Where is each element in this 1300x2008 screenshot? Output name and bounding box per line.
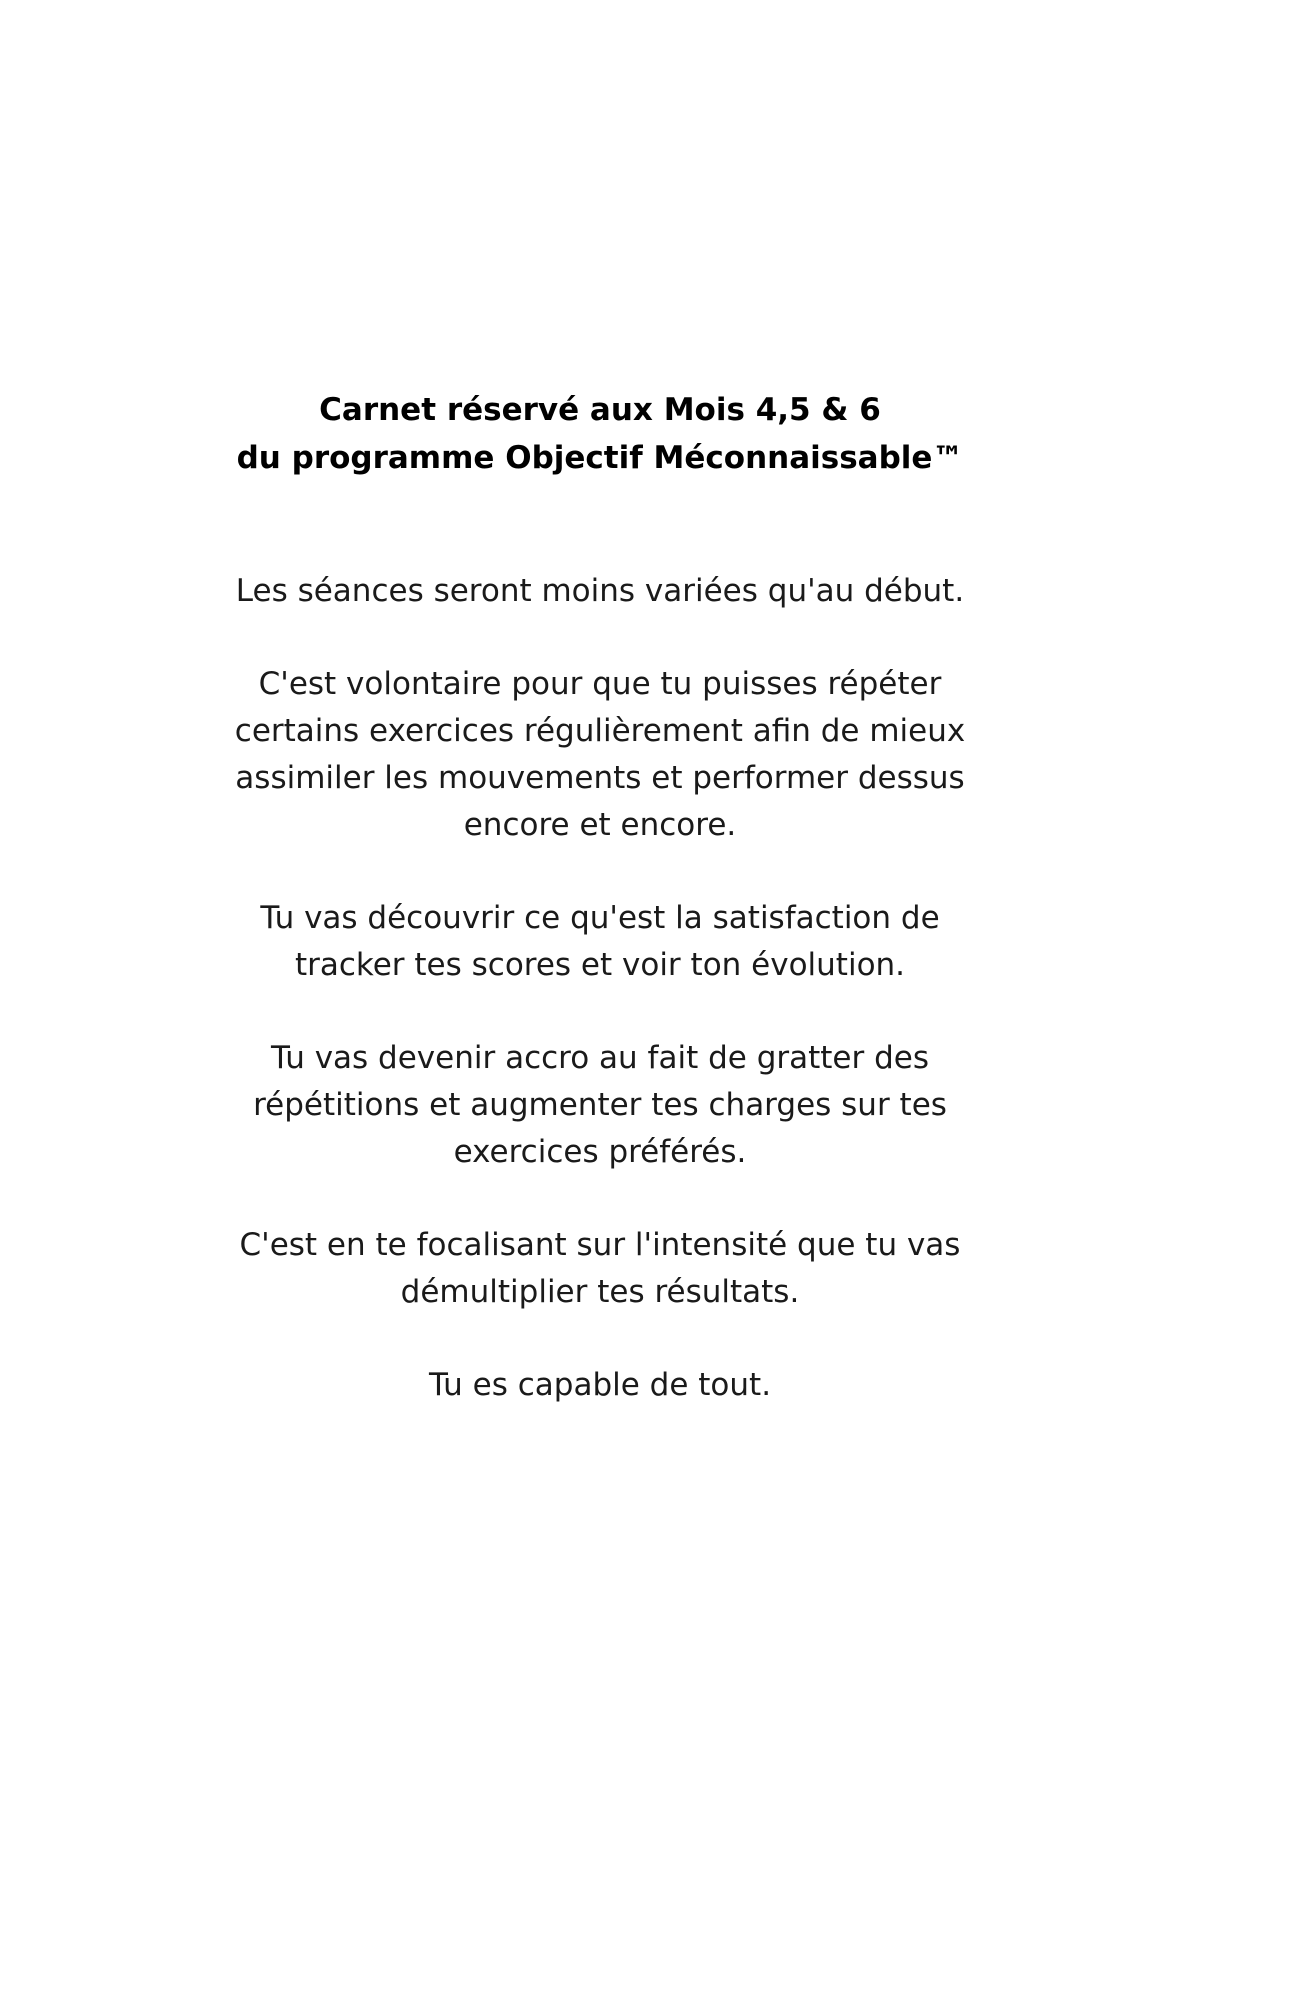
paragraph-variety <box>150 568 1050 615</box>
page-title <box>150 386 1050 482</box>
text-line: Les séances seront moins variées qu'au début. <box>235 573 965 609</box>
title-line-2: du programme Objectif Méconnaissable™ <box>236 440 964 476</box>
paragraph-closing <box>150 1362 1050 1409</box>
paragraph-tracking <box>150 895 1050 989</box>
text-line: assimiler les mouvements et performer dessus <box>235 760 965 796</box>
text-line: certains exercices régulièrement afin de mieux <box>234 713 966 749</box>
text-line: Tu es capable de tout. <box>428 1367 772 1403</box>
paragraph-intensity <box>150 1222 1050 1316</box>
body-text <box>150 568 1050 1455</box>
text-line: C'est en te focalisant sur l'intensité que tu vas <box>239 1227 961 1263</box>
paragraph-progression <box>150 1035 1050 1176</box>
text-line: démultiplier tes résultats. <box>400 1274 800 1310</box>
text-line: Tu vas devenir accro au fait de gratter des <box>270 1040 929 1076</box>
paragraph-repetition <box>150 661 1050 849</box>
text-line: exercices préférés. <box>453 1134 747 1170</box>
text-line: tracker tes scores et voir ton évolution. <box>294 947 906 983</box>
text-line: répétitions et augmenter tes charges sur tes <box>253 1087 947 1123</box>
title-line-1: Carnet réservé aux Mois 4,5 & 6 <box>319 392 881 428</box>
text-line: encore et encore. <box>463 807 737 843</box>
text-line: Tu vas découvrir ce qu'est la satisfaction de <box>260 900 940 936</box>
text-line: C'est volontaire pour que tu puisses répéter <box>258 666 942 702</box>
